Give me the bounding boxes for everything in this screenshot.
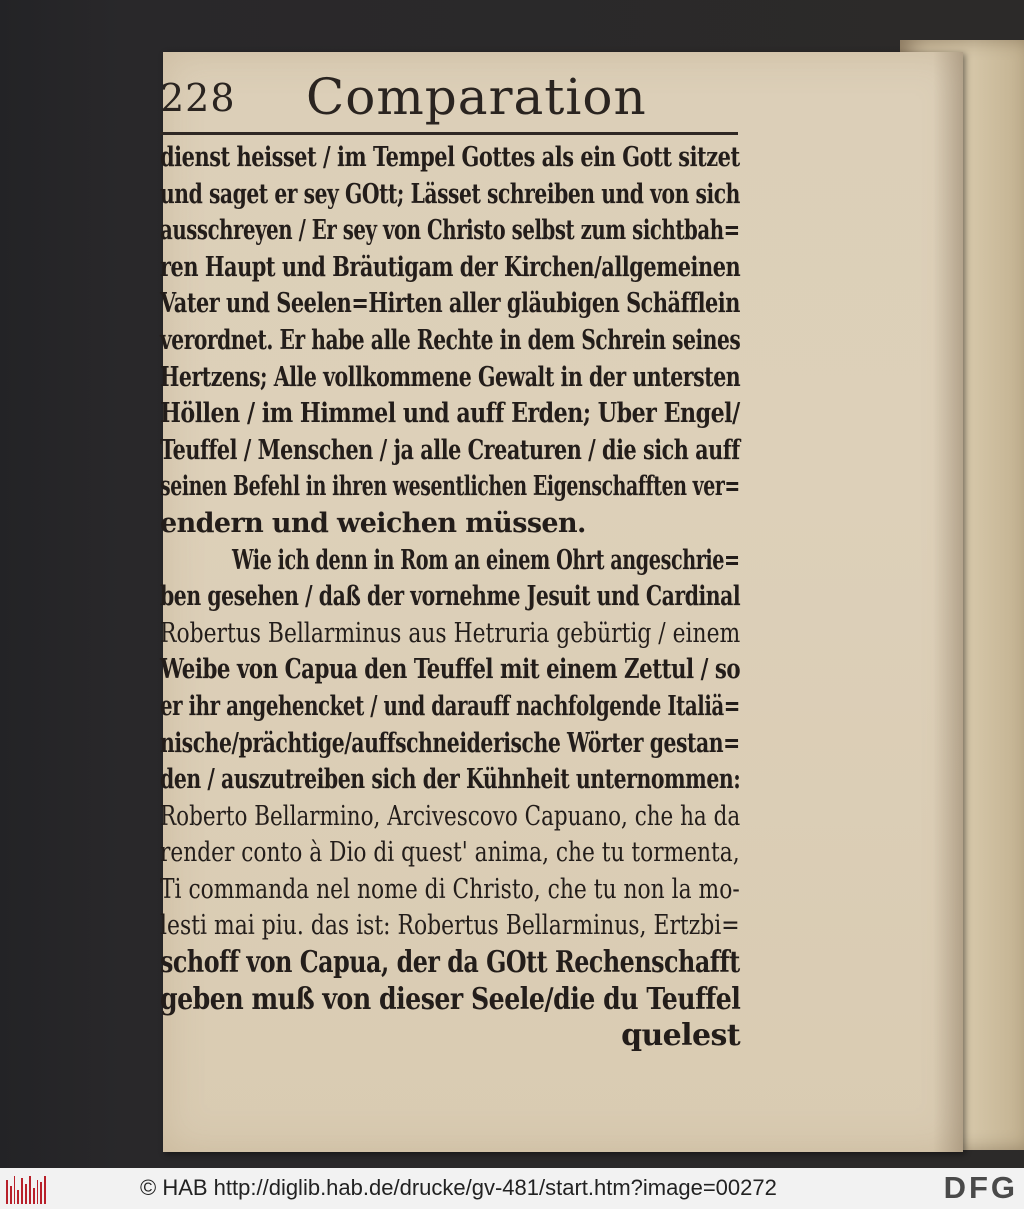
text-line: er ihr angehencket / und darauff nachfolgende Italiä= bbox=[160, 690, 740, 722]
italian-quote-line: Ti commanda nel nome di Christo, che tu non la mo- bbox=[160, 873, 740, 905]
text-line: nische/prächtige/auffschneiderische Wörter gestan= bbox=[160, 727, 740, 759]
header-rule bbox=[160, 132, 738, 135]
text-line: lesti mai piu. das ist: Robertus Bellarminus, Ertzbi= bbox=[160, 910, 740, 942]
page-number: 228 bbox=[160, 76, 236, 120]
text-line: den / auszutreiben sich der Kühnheit unternommen: bbox=[160, 764, 741, 796]
source-link[interactable]: © HAB http://diglib.hab.de/drucke/gv-481/start.htm?image=00272 bbox=[140, 1175, 777, 1200]
text-line: ren Haupt und Bräutigam der Kirchen/allgemeinen bbox=[160, 251, 741, 283]
dfg-logo: DFG bbox=[943, 1170, 1018, 1205]
hab-logo-icon bbox=[6, 1174, 46, 1204]
text-line: ausschreyen / Er sey von Christo selbst zum sichtbah= bbox=[160, 215, 740, 247]
text-line: schoff von Capua, der da GOtt Rechenschafft bbox=[160, 945, 740, 981]
text-line: Teuffel / Menschen / ja alle Creaturen / die sich auff bbox=[160, 434, 740, 466]
page-header bbox=[160, 68, 738, 128]
catchword: quelest bbox=[621, 1018, 740, 1054]
viewer-footer bbox=[0, 1168, 1024, 1209]
text-line: Weibe von Capua den Teuffel mit einem Zettul / so bbox=[160, 654, 741, 686]
italian-quote-line: render conto à Dio di quest' anima, che tu tormenta, bbox=[160, 837, 740, 869]
text-line: und saget er sey GOtt; Lässet schreiben und von sich bbox=[160, 178, 740, 210]
text-line: Hertzens; Alle vollkommene Gewalt in der untersten bbox=[160, 361, 741, 393]
text-line: verordnet. Er habe alle Rechte in dem Schrein seines bbox=[160, 324, 741, 356]
text-line: seinen Befehl in ihren wesentlichen Eigenschafften ver= bbox=[160, 471, 740, 503]
text-line: Höllen / im Himmel und auff Erden; Uber Engel/ bbox=[160, 398, 740, 430]
text-line: geben muß von dieser Seele/die du Teuffel bbox=[160, 981, 741, 1017]
text-line: endern und weichen müssen. bbox=[160, 507, 586, 539]
paragraph-start-line: Wie ich denn in Rom an einem Ohrt angeschrie= bbox=[232, 544, 740, 576]
text-line: dienst heisset / im Tempel Gottes als ein Gott sitzet bbox=[160, 142, 740, 173]
italian-quote-line: Roberto Bellarmino, Arcivescovo Capuano, che ha da bbox=[160, 800, 741, 832]
running-title: Comparation bbox=[306, 68, 647, 126]
text-line: ben gesehen / daß der vornehme Jesuit und Cardinal bbox=[160, 581, 741, 613]
text-line: Robertus Bellarminus aus Hetruria gebürtig / einem bbox=[160, 617, 741, 649]
body-text bbox=[160, 140, 740, 1055]
text-line: Vater und Seelen=Hirten aller gläubigen Schäfflein bbox=[160, 288, 740, 320]
